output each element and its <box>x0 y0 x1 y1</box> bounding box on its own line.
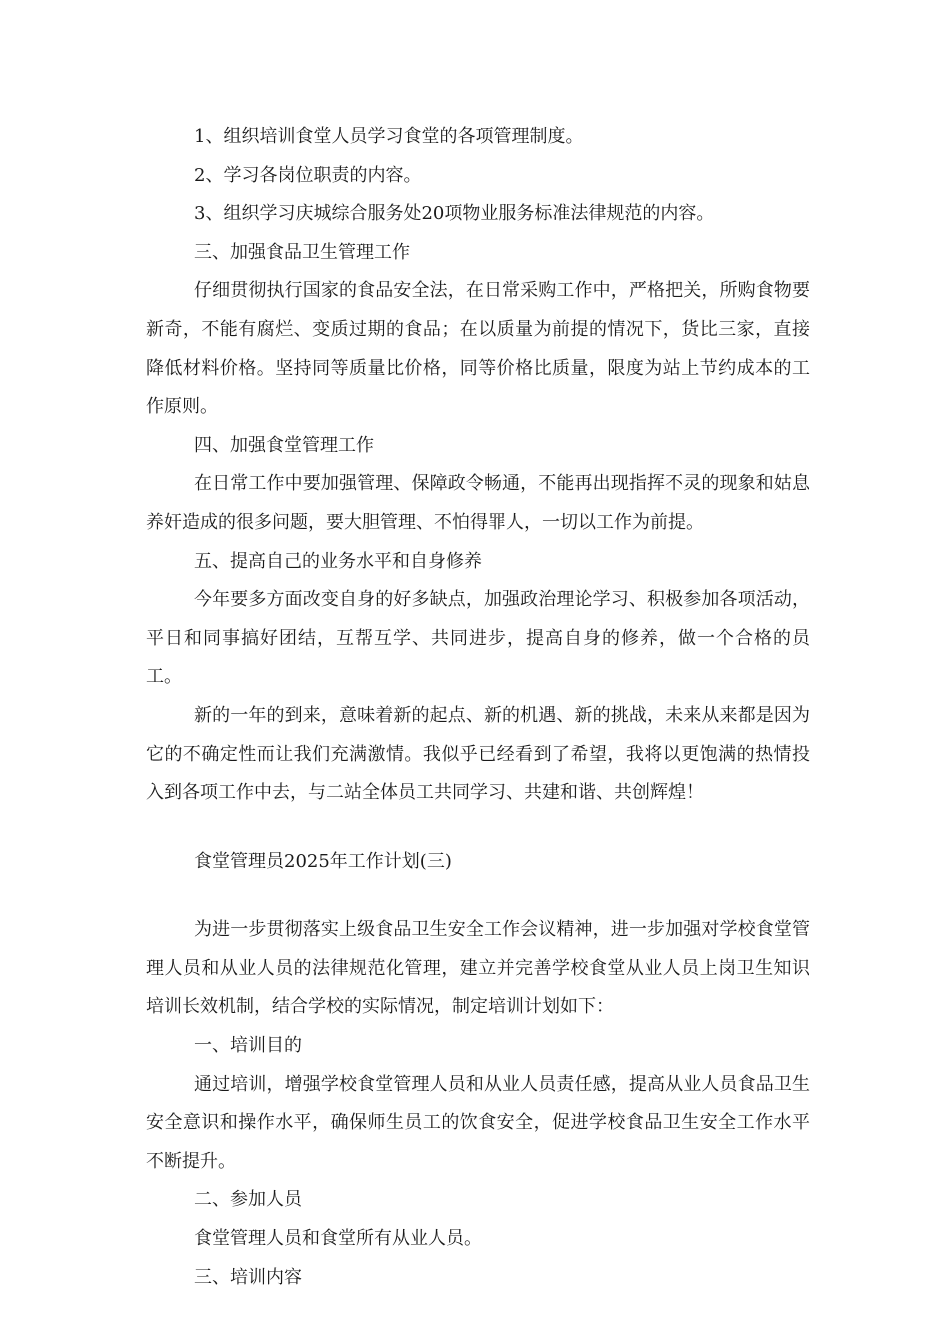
heading-training-purpose: 一、培训目的 <box>194 1035 302 1057</box>
spacer <box>146 813 810 843</box>
paragraph-new-year: 新的一年的到来，意味着新的起点、新的机遇、新的挑战，未来从来都是因为它的不确定性而让我们充满激情。我似乎已经看到了希望，我将以更饱满的热情投入到各项工作中去，与二站全体员工共同学习、共建和谐、共创辉煌！ <box>146 704 810 804</box>
section-title: 食堂管理员2025年工作计划(三) <box>194 850 452 872</box>
list-item-1: 1、组织培训食堂人员学习食堂的各项管理制度。 <box>194 126 584 147</box>
spacer <box>146 881 810 911</box>
heading-food-hygiene: 三、加强食品卫生管理工作 <box>194 241 410 263</box>
paragraph-intro: 为进一步贯彻落实上级食品卫生安全工作会议精神，进一步加强对学校食堂管理人员和从业人员的法律规范化管理，建立并完善学校食堂从业人员上岗卫生知识培训长效机制，结合学校的实际情况，制定培训计划如下： <box>146 919 810 1018</box>
heading-self-improvement: 五、提高自己的业务水平和自身修养 <box>194 550 482 572</box>
heading-training-content: 三、培训内容 <box>194 1266 302 1288</box>
heading-canteen-management: 四、加强食堂管理工作 <box>194 434 374 456</box>
paragraph-participants: 食堂管理人员和食堂所有从业人员。 <box>194 1228 482 1250</box>
list-item-2: 2、学习各岗位职责的内容。 <box>194 164 422 186</box>
paragraph-canteen-management: 在日常工作中要加强管理、保障政令畅通，不能再出现指挥不灵的现象和姑息养奸造成的很多问题，要大胆管理、不怕得罪人，一切以工作为前提。 <box>146 473 810 533</box>
heading-participants: 二、参加人员 <box>194 1189 302 1211</box>
paragraph-training-purpose: 通过培训，增强学校食堂管理人员和从业人员责任感，提高从业人员食品卫生安全意识和操作水平，确保师生员工的饮食安全，促进学校食品卫生安全工作水平不断提升。 <box>146 1073 810 1172</box>
paragraph-food-hygiene: 仔细贯彻执行国家的食品安全法，在日常采购工作中，严格把关，所购食物要新奇，不能有腐烂、变质过期的食品；在以质量为前提的情况下，货比三家，直接降低材料价格。坚持同等质量比价格，同等价格比质量，限度为站上节约成本的工作原则。 <box>146 280 810 418</box>
paragraph-self-improvement: 今年要多方面改变自身的好多缺点，加强政治理论学习、积极参加各项活动，平日和同事搞好团结，互帮互学、共同进步，提高自身的修养，做一个合格的员工。 <box>146 589 810 688</box>
document-page <box>146 118 810 1297</box>
list-item-3: 3、组织学习庆城综合服务处20项物业服务标准法律规范的内容。 <box>194 203 715 225</box>
